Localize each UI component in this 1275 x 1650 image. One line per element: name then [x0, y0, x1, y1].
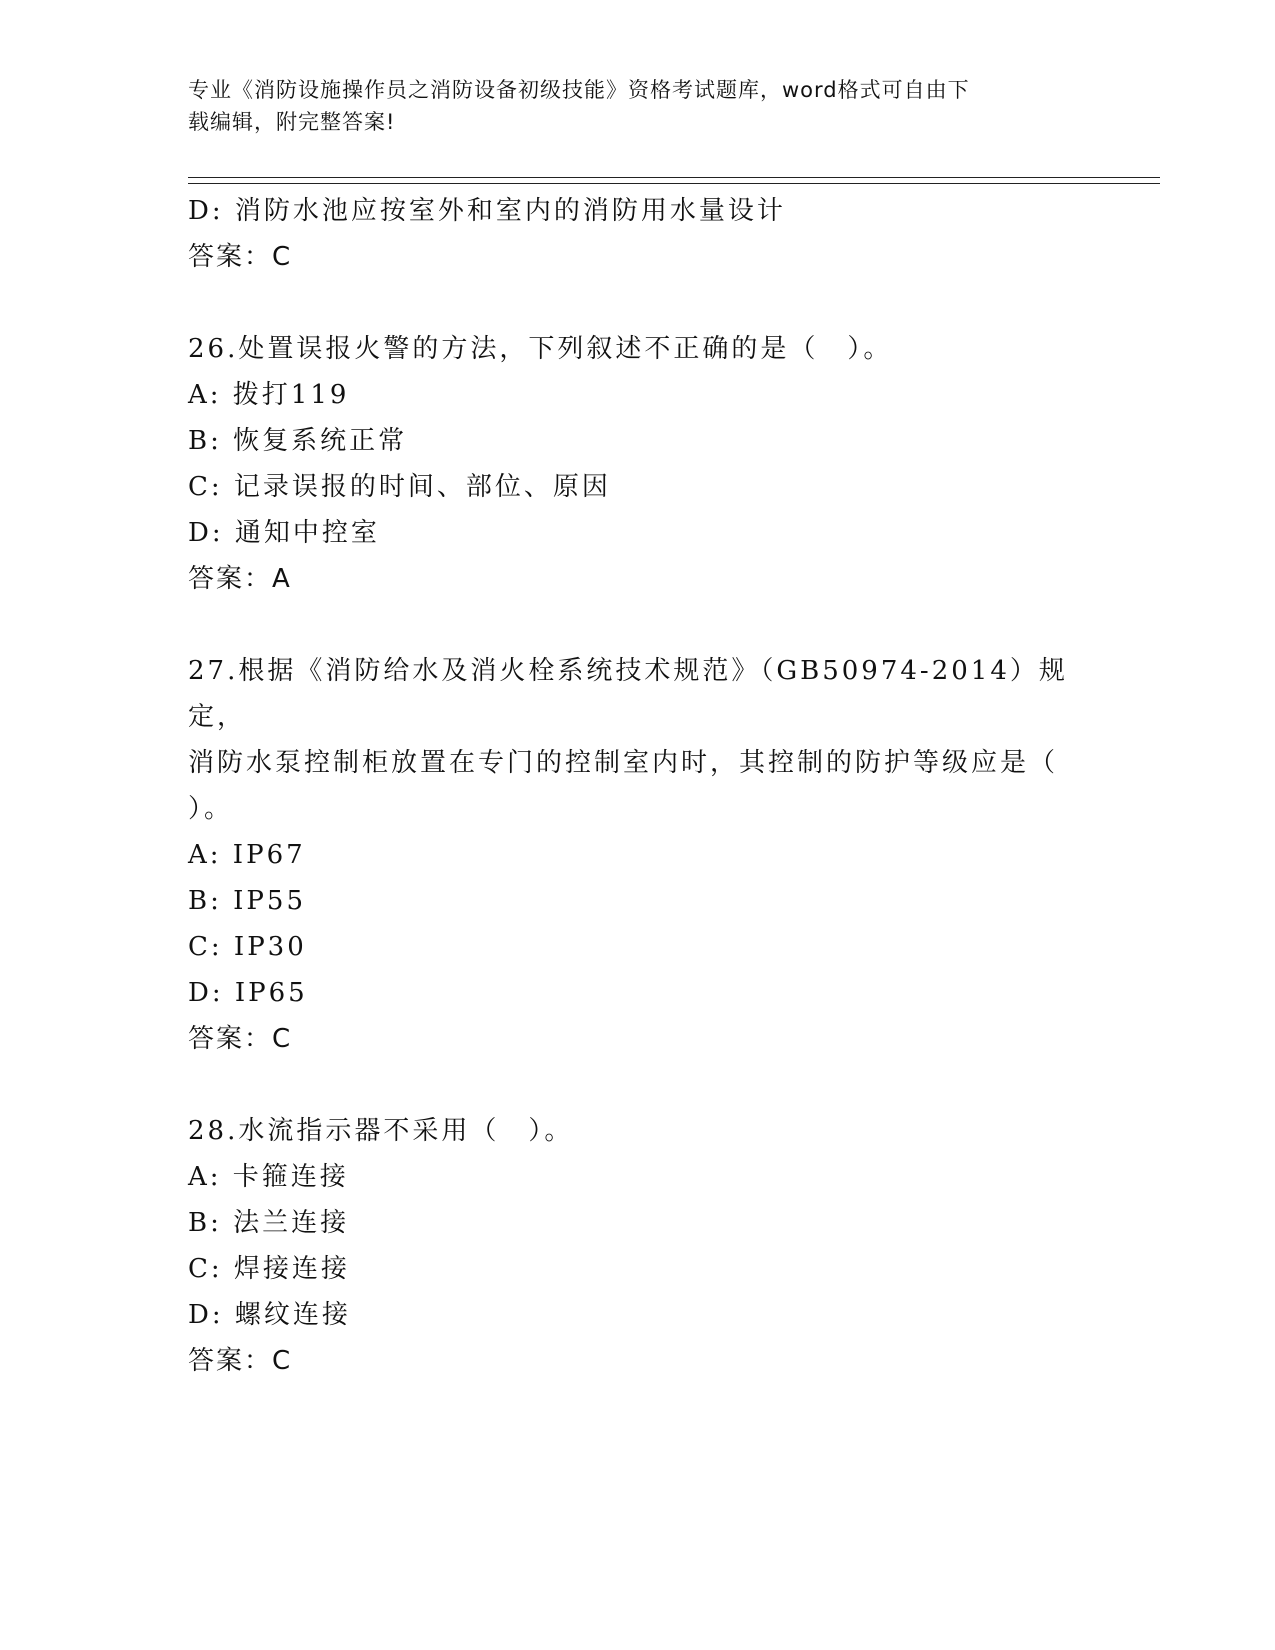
document-header-note — [188, 74, 1068, 138]
option-a: A: IP67 — [188, 840, 306, 870]
answer-line: 答案：C — [188, 1346, 293, 1376]
question-stem-line-3: ）。 — [188, 794, 234, 824]
previous-question-tail — [188, 188, 1088, 280]
option-a: A: 拨打119 — [188, 380, 350, 410]
header-line-2: 载编辑，附完整答案! — [188, 110, 396, 134]
option-d: D: 消防水池应按室外和室内的消防用水量设计 — [188, 196, 786, 226]
option-d: D: 螺纹连接 — [188, 1300, 351, 1330]
question-content — [188, 188, 1088, 1384]
option-c: C: 记录误报的时间、部位、原因 — [188, 472, 611, 502]
header-divider-bottom — [188, 183, 1160, 184]
option-d: D: IP65 — [188, 978, 308, 1008]
option-a: A: 卡箍连接 — [188, 1162, 349, 1192]
header-line-1: 专业《消防设施操作员之消防设备初级技能》资格考试题库，word格式可自由下 — [188, 78, 970, 102]
question-stem: 26.处置误报火警的方法，下列叙述不正确的是（ ）。 — [188, 334, 893, 364]
question-28 — [188, 1108, 1088, 1384]
answer-line: 答案：C — [188, 1024, 293, 1054]
option-b: B: 恢复系统正常 — [188, 426, 408, 456]
question-stem: 28.水流指示器不采用（ ）。 — [188, 1116, 574, 1146]
option-d: D: 通知中控室 — [188, 518, 380, 548]
option-b: B: 法兰连接 — [188, 1208, 350, 1238]
header-divider-top — [188, 177, 1160, 178]
question-stem-line-1: 27.根据《消防给水及消火栓系统技术规范》（GB50974-2014）规定， — [188, 656, 1068, 732]
question-stem-line-2: 消防水泵控制柜放置在专门的控制室内时，其控制的防护等级应是（ — [188, 748, 1059, 778]
answer-line: 答案：A — [188, 564, 292, 594]
option-b: B: IP55 — [188, 886, 306, 916]
question-26 — [188, 326, 1088, 602]
answer-line: 答案：C — [188, 242, 293, 272]
option-c: C: IP30 — [188, 932, 307, 962]
question-27 — [188, 648, 1088, 1062]
option-c: C: 焊接连接 — [188, 1254, 350, 1284]
